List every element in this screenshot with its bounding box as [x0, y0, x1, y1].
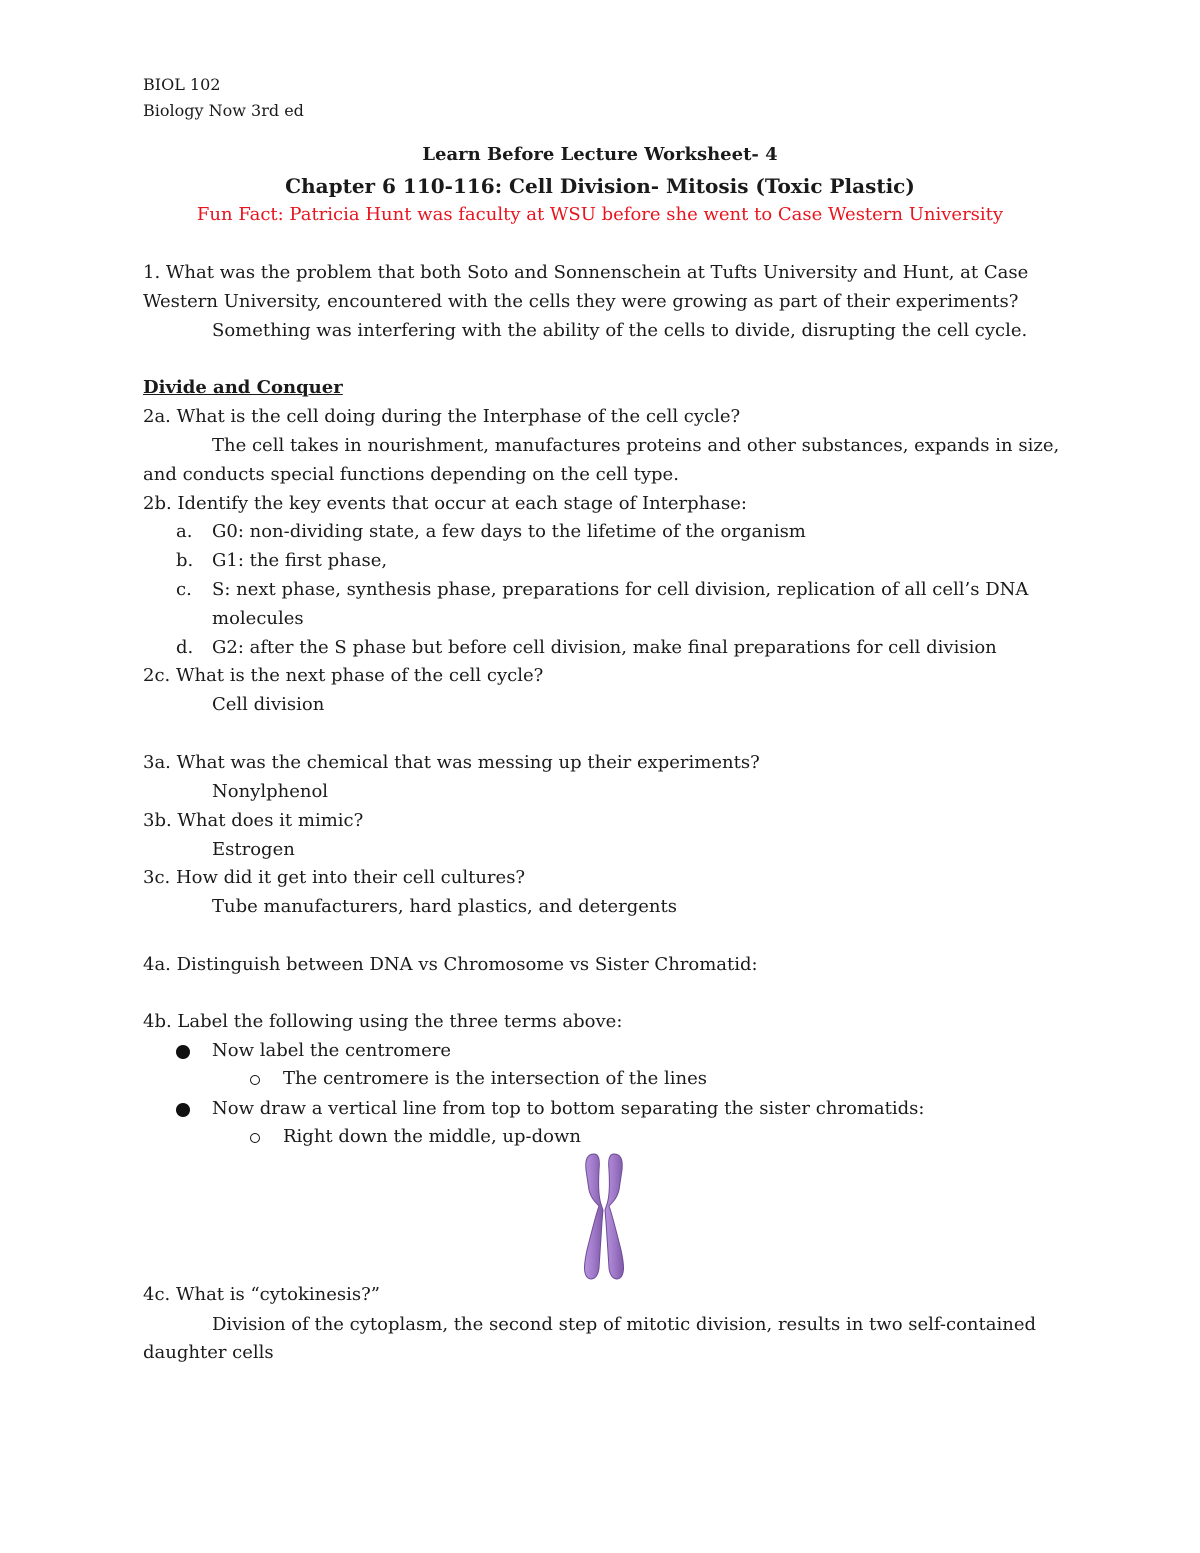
worksheet-title: Learn Before Lecture Worksheet- 4 [422, 144, 778, 165]
q3c-question: 3c. How did it get into their cell cultures? [143, 867, 526, 888]
fun-fact: Fun Fact: Patricia Hunt was faculty at WSU before she went to Case Western University [196, 204, 1004, 225]
q4b-question: 4b. Label the following using the three terms above: [143, 1011, 623, 1032]
section-heading: Divide and Conquer [143, 377, 343, 398]
q2b-question: 2b. Identify the key events that occur at each stage of Interphase: [143, 493, 747, 514]
bullet-item: Now draw a vertical line from top to bottom separating the sister chromatids: [212, 1098, 925, 1119]
list-item: G0: non-dividing state, a few days to the lifetime of the organism [212, 521, 806, 542]
list-item: G1: the first phase, [212, 550, 388, 571]
q1-answer: Something was interfering with the ability of the cells to divide, disrupting the cell cycle. [212, 320, 1028, 341]
sub-bullet-circle [250, 1133, 260, 1143]
q2c-question: 2c. What is the next phase of the cell cycle? [143, 665, 544, 686]
sub-bullet-circle [250, 1075, 260, 1085]
list-item: S: next phase, synthesis phase, preparations for cell division, replication of all cell’s DNA [212, 579, 1029, 600]
list-marker: d. [176, 637, 194, 658]
q1-line-2: Western University, encountered with the cells they were growing as part of their experiments? [143, 291, 1019, 312]
list-marker: a. [176, 521, 193, 542]
q3b-question: 3b. What does it mimic? [143, 810, 364, 831]
q2a-answer-line-2: and conducts special functions depending on the cell type. [143, 464, 679, 485]
list-item-continuation: molecules [212, 608, 304, 629]
q2c-answer: Cell division [212, 694, 325, 715]
list-marker: b. [176, 550, 194, 571]
q3c-answer: Tube manufacturers, hard plastics, and detergents [212, 896, 677, 917]
q4c-question: 4c. What is “cytokinesis?” [143, 1284, 380, 1305]
chapter-title: Chapter 6 110-116: Cell Division- Mitosis (Toxic Plastic) [285, 174, 915, 198]
q2a-question: 2a. What is the cell doing during the Interphase of the cell cycle? [143, 406, 741, 427]
q4a-question: 4a. Distinguish between DNA vs Chromosome vs Sister Chromatid: [143, 954, 758, 975]
q4c-answer-line-2: daughter cells [143, 1342, 274, 1363]
bullet-dot [176, 1103, 190, 1117]
q3a-answer: Nonylphenol [212, 781, 329, 802]
textbook-name: Biology Now 3rd ed [143, 101, 304, 120]
q1-line-1: 1. What was the problem that both Soto and Sonnenschein at Tufts University and Hunt, at Case [143, 262, 1029, 283]
sub-bullet-item: The centromere is the intersection of the lines [283, 1068, 707, 1089]
bullet-item: Now label the centromere [212, 1040, 452, 1061]
q2a-answer-line-1: The cell takes in nourishment, manufactures proteins and other substances, expands in size, [212, 435, 1060, 456]
q3b-answer: Estrogen [212, 839, 295, 860]
q3a-question: 3a. What was the chemical that was messing up their experiments? [143, 752, 760, 773]
sub-bullet-item: Right down the middle, up-down [283, 1126, 581, 1147]
list-marker: c. [176, 579, 192, 600]
course-code: BIOL 102 [143, 75, 221, 94]
list-item: G2: after the S phase but before cell division, make final preparations for cell division [212, 637, 997, 658]
bullet-dot [176, 1045, 190, 1059]
chromosome-icon [574, 1150, 634, 1282]
q4c-answer-line-1: Division of the cytoplasm, the second step of mitotic division, results in two self-contained [212, 1314, 1037, 1335]
